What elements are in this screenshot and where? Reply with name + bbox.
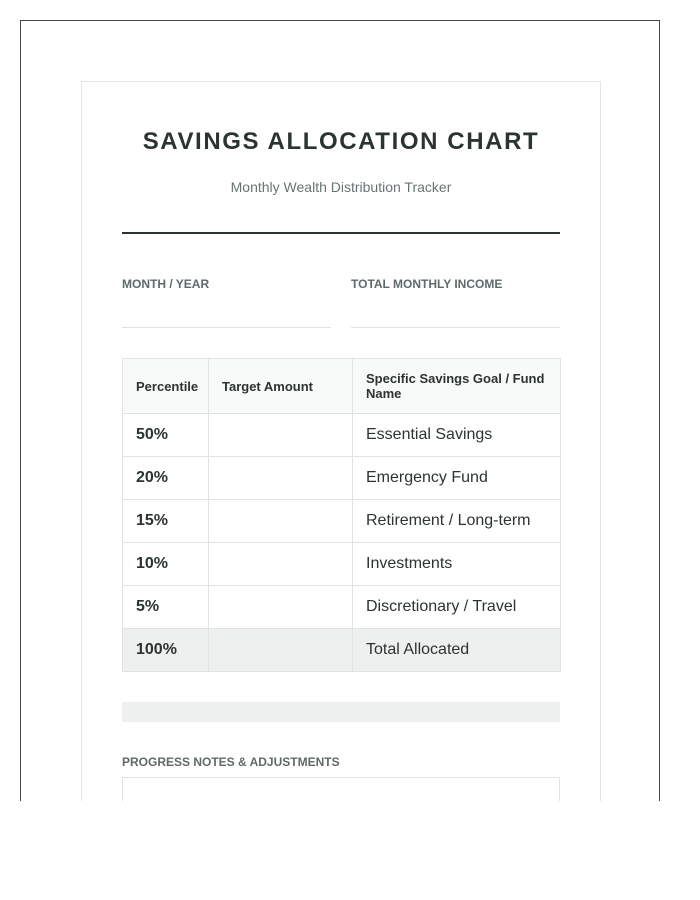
target-amount-cell[interactable] <box>209 586 353 629</box>
target-amount-cell[interactable] <box>209 457 353 500</box>
table-row <box>123 457 561 500</box>
goal-name-cell: Discretionary / Travel <box>353 586 561 629</box>
column-header-percentile: Percentile <box>123 359 209 414</box>
notes-label: PROGRESS NOTES & ADJUSTMENTS <box>122 755 340 769</box>
header-divider <box>122 232 560 234</box>
percentile-cell: 5% <box>123 586 209 629</box>
column-header-target-amount: Target Amount <box>209 359 353 414</box>
percentile-cell: 15% <box>123 500 209 543</box>
allocation-table <box>122 358 561 672</box>
goal-name-cell: Essential Savings <box>353 414 561 457</box>
page-subtitle: Monthly Wealth Distribution Tracker <box>230 179 452 195</box>
total-amount-cell[interactable] <box>209 629 353 672</box>
total-income-field[interactable] <box>351 327 560 328</box>
column-header-goal-name: Specific Savings Goal / Fund Name <box>353 359 561 414</box>
table-row <box>123 543 561 586</box>
notes-textarea[interactable] <box>122 777 560 801</box>
target-amount-cell[interactable] <box>209 543 353 586</box>
table-header-row <box>123 359 561 414</box>
target-amount-cell[interactable] <box>209 414 353 457</box>
table-row <box>123 586 561 629</box>
total-percentile-cell: 100% <box>123 629 209 672</box>
document-sheet <box>81 81 601 801</box>
table-row <box>123 500 561 543</box>
section-divider-bar <box>122 702 560 722</box>
percentile-cell: 50% <box>123 414 209 457</box>
page-title: SAVINGS ALLOCATION CHART <box>142 128 540 155</box>
month-year-label: MONTH / YEAR <box>122 277 210 291</box>
total-label-cell: Total Allocated <box>353 629 561 672</box>
goal-name-cell: Retirement / Long-term <box>353 500 561 543</box>
goal-name-cell: Emergency Fund <box>353 457 561 500</box>
page-frame <box>20 20 660 801</box>
percentile-cell: 10% <box>123 543 209 586</box>
total-income-label: TOTAL MONTHLY INCOME <box>351 277 503 291</box>
total-row <box>123 629 561 672</box>
target-amount-cell[interactable] <box>209 500 353 543</box>
table-row <box>123 414 561 457</box>
month-year-field[interactable] <box>122 327 331 328</box>
goal-name-cell: Investments <box>353 543 561 586</box>
percentile-cell: 20% <box>123 457 209 500</box>
